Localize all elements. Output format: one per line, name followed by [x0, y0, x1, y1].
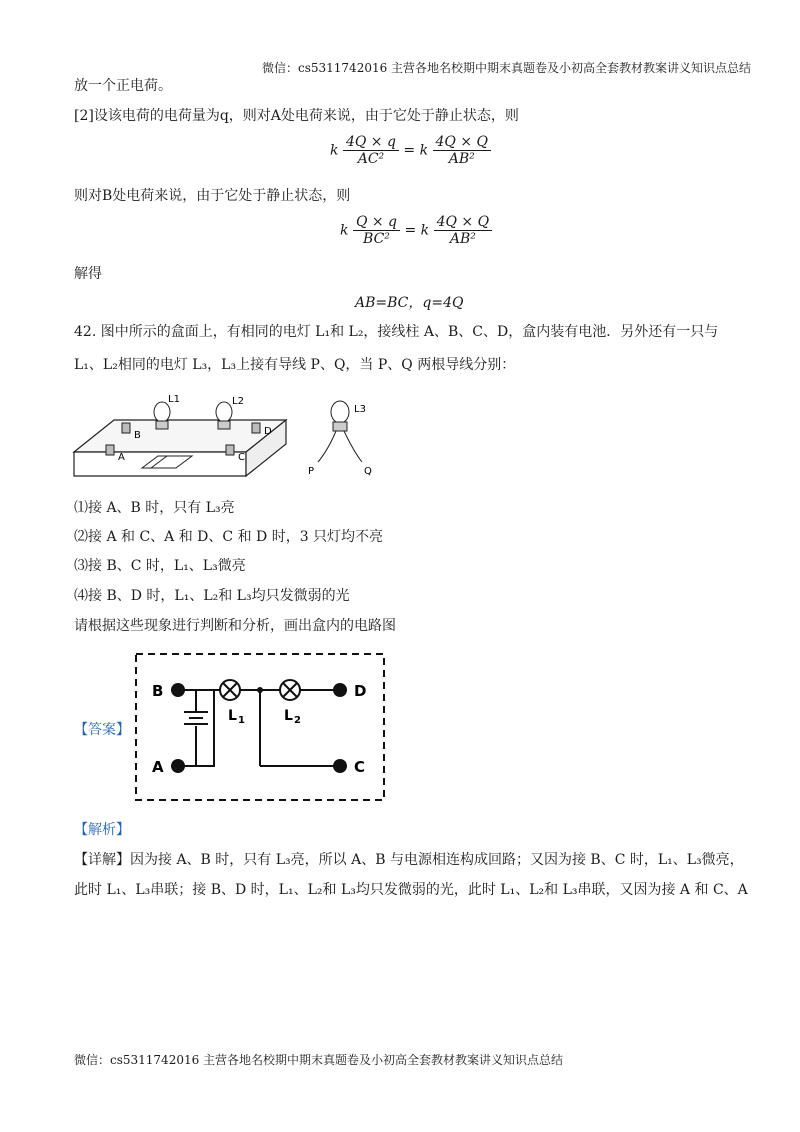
box-figure	[72, 390, 412, 490]
result-line: AB=BC，q=4Q	[355, 295, 464, 311]
lamp-l2-icon	[280, 680, 300, 700]
text-line-4: 解得	[74, 266, 102, 282]
label-l3: L3	[354, 404, 366, 415]
analysis-tag: 【解析】	[74, 822, 130, 838]
label-l1: L1	[168, 394, 180, 405]
detail-line-1: 【详解】因为接 A、B 时，只有 L₃亮，所以 A、B 与电源相连构成回路；又因为接 B、C 时，L₁、L₃微亮，	[74, 852, 744, 868]
condition-4: ⑷接 B、D 时，L₁、L₂和 L₃均只发微弱的光	[74, 588, 350, 604]
eq2-den1: BC²	[363, 231, 390, 247]
circuit-label-l1-sub: 1	[238, 715, 245, 726]
eq2-k: k	[340, 222, 349, 239]
circuit-label-b: B	[152, 682, 164, 700]
answer-tag: 【答案】	[74, 722, 130, 738]
eq1-k: k	[330, 142, 339, 159]
label-p: P	[308, 466, 315, 477]
question-ask: 请根据这些现象进行判断和分析，画出盒内的电路图	[74, 618, 396, 634]
eq1-den2: AB²	[448, 151, 475, 167]
bulb-l1-icon	[154, 402, 170, 429]
page-header: 微信：cs5311742016 主营各地名校期中期末真题卷及小初高全套教材教案讲义知识点总结	[262, 61, 752, 75]
terminal-d	[252, 423, 260, 433]
terminal-a-dot	[171, 759, 185, 773]
condition-2: ⑵接 A 和 C、A 和 D、C 和 D 时，3 只灯均不亮	[74, 529, 384, 545]
text-line-1: 放一个正电荷。	[74, 78, 172, 94]
question-42-line-2: L₁、L₂相同的电灯 L₃，L₃上接有导线 P、Q，当 P、Q 两根导线分别：	[74, 357, 516, 373]
eq1-frac-right	[433, 134, 492, 167]
eq2-num2: 4Q × Q	[434, 214, 493, 231]
text-line-2: [2]设该电荷的电荷量为q，则对A处电荷来说，由于它处于静止状态，则	[74, 108, 519, 124]
circuit-label-d: D	[354, 682, 367, 700]
lamp-l1-icon	[220, 680, 240, 700]
eq2-k2: k	[420, 222, 430, 239]
label-b: B	[134, 430, 141, 441]
eq1-equals: =	[403, 142, 416, 159]
eq1-k2: k	[419, 142, 429, 159]
equation-1	[330, 134, 491, 167]
label-a: A	[118, 452, 125, 463]
question-42-line-1: 42. 图中所示的盒面上，有相同的电灯 L₁和 L₂，接线柱 A、B、C、D，盒内装有电池．另外还有一只与	[74, 324, 719, 340]
eq2-equals: =	[404, 222, 417, 239]
equation-2	[340, 214, 492, 247]
terminal-b-dot	[171, 683, 185, 697]
terminal-c	[226, 445, 234, 455]
circuit-label-a: A	[152, 758, 164, 776]
circuit-label-l1: L	[228, 708, 237, 724]
terminal-a	[106, 445, 114, 455]
eq2-frac-left	[353, 214, 400, 247]
text-line-3: 则对B处电荷来说，由于它处于静止状态，则	[74, 188, 351, 204]
terminal-c-dot	[333, 759, 347, 773]
bulb-l2-icon	[216, 402, 232, 429]
eq2-num1: Q × q	[353, 214, 400, 231]
page-footer: 微信：cs5311742016 主营各地名校期中期末真题卷及小初高全套教材教案讲义知识点总结	[74, 1053, 564, 1067]
circuit-label-c: C	[354, 758, 366, 776]
eq1-num1: 4Q × q	[343, 134, 399, 151]
eq2-den2: AB²	[449, 231, 476, 247]
terminal-d-dot	[333, 683, 347, 697]
circuit-label-l2: L	[284, 708, 293, 724]
battery-icon	[184, 712, 208, 724]
terminal-b	[122, 423, 130, 433]
eq1-frac-left	[343, 134, 399, 167]
eq1-num2: 4Q × Q	[433, 134, 492, 151]
circuit-diagram	[134, 652, 386, 804]
eq2-frac-right	[434, 214, 493, 247]
eq1-den1: AC²	[357, 151, 385, 167]
condition-3: ⑶接 B、C 时，L₁、L₃微亮	[74, 558, 246, 574]
condition-1: ⑴接 A、B 时，只有 L₃亮	[74, 500, 235, 516]
detail-line-2: 此时 L₁、L₃串联；接 B、D 时，L₁、L₂和 L₃均只发微弱的光，此时 L₁、L₂和 L₃串联，又因为接 A 和 C、A	[74, 882, 748, 898]
label-q: Q	[364, 466, 372, 477]
label-l2: L2	[232, 396, 244, 407]
circuit-label-l2-sub: 2	[294, 715, 301, 726]
label-d: D	[264, 426, 272, 437]
label-c: C	[238, 452, 245, 463]
